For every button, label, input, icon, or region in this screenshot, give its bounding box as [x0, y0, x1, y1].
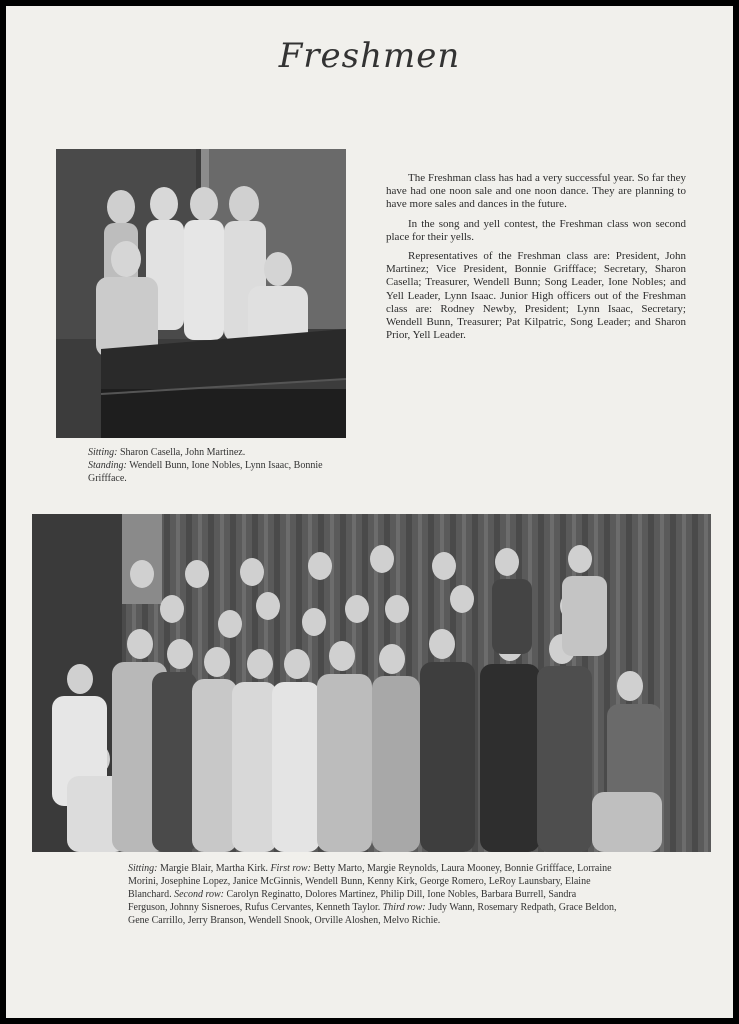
paragraph: The Freshman class has had a very successful year. So far they have had one noon sale and one noon dance. They are planning to have more sales and dances in the future. — [386, 172, 686, 211]
sitting-names: Margie Blair, Martha Kirk. — [157, 863, 271, 874]
officers-photo-graphic — [56, 149, 346, 438]
first-row-label: First row: — [270, 863, 311, 874]
sitting-names: Sharon Casella, John Martinez. — [117, 447, 246, 458]
class-caption — [128, 862, 618, 927]
class-photo-graphic — [32, 514, 711, 852]
sitting-label: Sitting: — [128, 863, 158, 874]
standing-label: Standing: — [88, 460, 127, 471]
third-row-label: Third row: — [382, 902, 426, 913]
sitting-label: Sitting: — [88, 447, 118, 458]
paragraph: Representatives of the Freshman class are: President, John Martinez; Vice President, Bonnie Griffface; Secretary, Sharon Casella; Treasurer, Wendell Bunn; Song Leader, Ione Nobles; and Yell Leader, Lynn Isaac. Junior High officers out of the Freshman class are: Rodney Newby, President; Lynn Isaac, Secretary; Wendell Bunn, Treasurer; Pat Kilpatric, Song Leader; and Sharon Prior, Yell Leader. — [386, 250, 686, 342]
second-row-label: Second row: — [174, 889, 224, 900]
officers-caption — [88, 446, 323, 485]
standing-names: Wendell Bunn, Ione Nobles, Lynn Isaac, Bonnie Griffface. — [88, 460, 323, 484]
officers-photo — [56, 149, 346, 438]
second-row-names: Carolyn Reginatto, Dolores Martinez, Philip Dill, Ione Nobles, Barbara Burrell, Sandra Ferguson, Johnny Sisneroes, Rufus Cervantes, Kenneth Taylor. — [128, 889, 577, 913]
class-photo — [32, 514, 711, 852]
first-row-names: Betty Marto, Margie Reynolds, Laura Mooney, Bonnie Griffface, Lorraine Morini, Josephine Lopez, Janice McGinnis, Wendell Bunn, Kenny Kirk, George Romero, LeRoy Launsbary, Elaine Blanchard. — [128, 863, 612, 900]
page-title: Freshmen — [278, 36, 461, 76]
yearbook-page — [6, 6, 733, 1018]
paragraph: In the song and yell contest, the Freshman class won second place for their yells. — [386, 217, 686, 243]
class-description — [386, 172, 686, 348]
third-row-names: Judy Wann, Rosemary Redpath, Grace Beldon, Gene Carrillo, Jerry Branson, Wendell Snook, Orville Aloshen, Melvo Richie. — [128, 902, 617, 926]
